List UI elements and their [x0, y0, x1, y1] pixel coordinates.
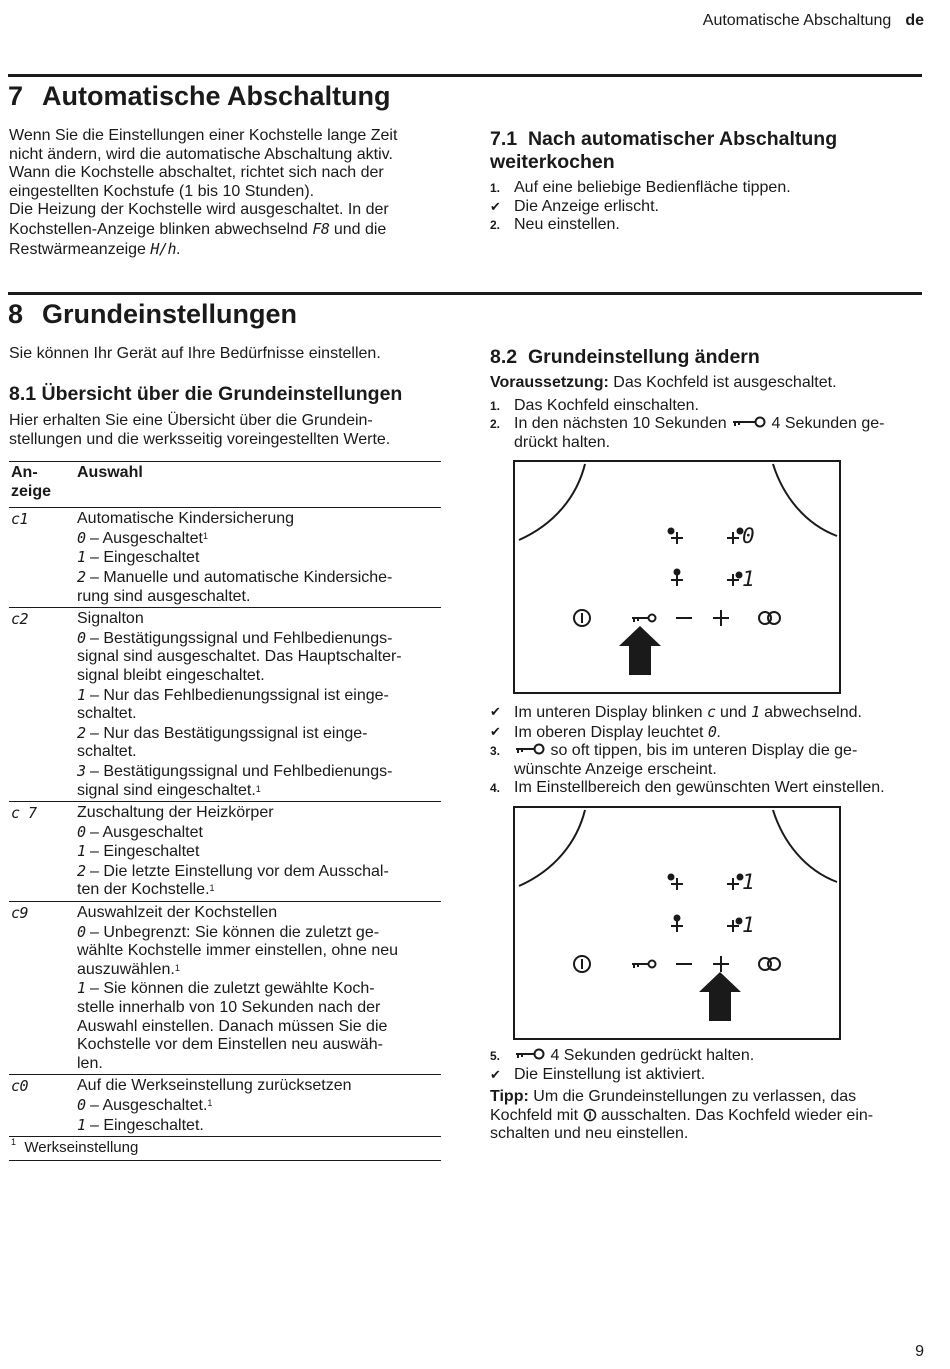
header-title: Automatische Abschaltung — [702, 12, 892, 29]
step — [490, 415, 930, 452]
step — [490, 216, 920, 235]
value-code: 1 — [77, 1115, 86, 1134]
selection-line — [77, 1055, 441, 1074]
selection-line — [77, 979, 441, 999]
footnote-ref: 1 — [209, 883, 215, 894]
header-text: An- — [11, 464, 38, 481]
subsection-number: 8.2 — [490, 346, 518, 368]
text: und die — [333, 220, 387, 238]
intro-line: Hier erhalten Sie eine Übersicht über die Grundein- — [9, 412, 373, 429]
section-7-heading — [8, 81, 391, 112]
steps-list — [490, 703, 930, 798]
step — [490, 179, 920, 198]
lower-display-digit: 1 — [742, 567, 755, 591]
selection-text: – Nur das Fehlbedienungssignal ist einge- — [89, 686, 389, 704]
section-8-heading — [8, 299, 297, 330]
step-text: Im unteren Display blinken — [514, 704, 703, 721]
display-code-cell — [9, 802, 75, 902]
settings-table-wrapper — [9, 461, 441, 1161]
display-code-cell — [9, 508, 75, 608]
subsection-8-1-heading — [9, 383, 402, 406]
key-lock-icon — [731, 415, 767, 429]
subsection-8-1-intro — [9, 412, 390, 449]
value-code: 3 — [77, 761, 86, 780]
selection-text: wählte Kochstelle immer einstellen, ohne neu — [77, 942, 399, 960]
footnote-mark: 1 — [11, 1137, 17, 1148]
step-text: und — [719, 704, 747, 721]
display-code: c9 — [11, 904, 29, 923]
subsection-title: Nach automatischer Abschaltung — [527, 128, 838, 150]
selection-line — [77, 1036, 441, 1055]
key-lock-icon — [514, 1047, 546, 1061]
step-text: drückt halten. — [514, 433, 611, 451]
selection-line — [77, 1096, 441, 1116]
settings-table — [9, 461, 441, 1136]
body-line: eingestellten Kochstufe (1 bis 10 Stunden). — [9, 182, 315, 200]
selection-text: rung sind ausgeschaltet. — [77, 587, 251, 605]
upper-display-digit: 0 — [742, 524, 755, 548]
selection-line — [77, 568, 441, 588]
selection-line — [77, 1116, 441, 1136]
steps-list — [490, 179, 920, 235]
selection-text: – Ausgeschaltet. — [89, 1097, 208, 1114]
section-8-intro: Sie können Ihr Gerät auf Ihre Bedürfnisse einstellen. — [9, 345, 381, 362]
selection-cell — [75, 608, 441, 802]
value-code: 1 — [77, 842, 86, 861]
step-marker: 4. — [490, 781, 501, 796]
prerequisite-label: Voraussetzung: — [490, 374, 609, 391]
selection-text: – Die letzte Einstellung vor dem Ausschal- — [89, 862, 389, 880]
step-text: so oft tippen, bis im unteren Display die ge- — [550, 742, 858, 760]
section-7-rule — [8, 74, 922, 77]
key-lock-icon — [514, 742, 546, 756]
subsection-title: Grundeinstellung ändern — [527, 346, 760, 368]
selection-line — [77, 1077, 441, 1096]
step-result — [490, 198, 920, 217]
value-code: 0 — [77, 528, 86, 547]
selection-text: – Manuelle und automatische Kindersiche- — [89, 568, 393, 586]
display-code-cell — [9, 902, 75, 1075]
selection-text: – Unbegrenzt: Sie können die zuletzt ge- — [89, 923, 380, 941]
lower-display-digit: 1 — [742, 913, 755, 937]
value-code: 2 — [77, 723, 86, 742]
display-code: 0 — [707, 722, 717, 741]
table-row — [9, 1075, 441, 1136]
selection-line — [77, 588, 441, 607]
selection-line — [77, 529, 441, 549]
table-footnote — [9, 1137, 441, 1161]
tip-text: Kochfeld mit — [490, 1106, 579, 1124]
table-row — [9, 902, 441, 1075]
selection-text: ten der Kochstelle. — [77, 881, 210, 899]
step-text: Die Anzeige erlischt. — [514, 197, 659, 215]
display-code: 1 — [751, 703, 760, 721]
selection-text: – Bestätigungssignal und Fehlbedienungs- — [89, 629, 393, 647]
selection-cell — [75, 1075, 441, 1136]
prerequisite — [490, 374, 930, 393]
step-marker: 1. — [490, 398, 501, 413]
selection-cell — [75, 802, 441, 902]
value-code: 0 — [77, 822, 86, 841]
value-code: 0 — [77, 922, 86, 941]
steps-list — [490, 397, 930, 453]
prerequisite-text: Das Kochfeld ist ausgeschaltet. — [613, 374, 837, 391]
step-text: Im oberen Display leuchtet — [514, 723, 704, 741]
display-code: c1 — [11, 510, 29, 529]
selection-line — [77, 942, 441, 961]
selection-line — [77, 923, 441, 943]
step-result — [490, 1066, 930, 1085]
step-text: 4 Sekunden ge- — [771, 415, 885, 433]
section-8-rule — [8, 292, 922, 295]
text: Kochstellen-Anzeige blinken abwechselnd — [9, 220, 308, 238]
selection-line — [77, 904, 441, 923]
step-marker: 1. — [490, 181, 501, 195]
step-text: abwechselnd. — [764, 704, 862, 721]
selection-line — [77, 686, 441, 706]
table-header-row — [9, 462, 441, 508]
selection-text: signal bleibt eingeschaltet. — [77, 666, 265, 684]
step-marker: 2. — [490, 218, 501, 233]
subsection-title-cont: weiterkochen — [490, 151, 615, 173]
step-text: Im Einstellbereich den gewünschten Wert einstellen. — [514, 779, 885, 797]
step-text: In den nächsten 10 Sekunden — [514, 415, 727, 433]
subsection-number: 7.1 — [490, 128, 518, 150]
step-result — [490, 703, 930, 723]
section-title: Automatische Abschaltung — [42, 81, 391, 111]
tip-line: schalten und neu einstellen. — [490, 1125, 689, 1143]
step-marker: 2. — [490, 417, 501, 432]
selection-text: – Eingeschaltet — [89, 549, 200, 567]
value-code: 1 — [77, 548, 86, 567]
body-line: Die Heizung der Kochstelle wird ausgeschaltet. In der — [9, 201, 389, 219]
subsection-8-2 — [490, 346, 930, 452]
tip-line — [490, 1107, 930, 1126]
selection-text: Zuschaltung der Heizkörper — [77, 804, 274, 822]
selection-text: – Ausgeschaltet — [89, 823, 203, 841]
section-number: 8 — [8, 299, 24, 329]
step-marker: 5. — [490, 1049, 501, 1063]
tip-box — [490, 1088, 930, 1144]
section-title: Grundeinstellungen — [42, 299, 298, 329]
footnote-ref: 1 — [202, 530, 208, 541]
selection-text: auszuwählen. — [77, 960, 175, 978]
footnote-text: Werkseinstellung — [24, 1139, 139, 1157]
selection-text: Signalton — [77, 610, 144, 628]
header-text: zeige — [11, 482, 52, 500]
selection-line — [77, 1018, 441, 1037]
selection-line — [77, 548, 441, 568]
display-code: c2 — [11, 610, 29, 629]
display-code-cell — [9, 1075, 75, 1136]
subsection-title: Übersicht über die Grundeinstellungen — [41, 383, 403, 405]
selection-line — [77, 743, 441, 762]
steps-list — [490, 1047, 930, 1084]
step-text: Auf eine beliebige Bedienfläche tippen. — [514, 179, 791, 196]
selection-text: schaltet. — [77, 705, 137, 723]
subsection-7-1 — [490, 128, 920, 235]
step-result — [490, 723, 930, 743]
value-code: 2 — [77, 567, 86, 586]
step-marker: 3. — [490, 744, 501, 759]
text: Restwärmeanzeige — [9, 240, 146, 258]
footnote-ref: 1 — [207, 1098, 213, 1108]
display-code-cell — [9, 608, 75, 802]
selection-cell — [75, 508, 441, 608]
body-line: Wenn Sie die Einstellungen einer Kochstelle lange Zeit — [9, 127, 398, 144]
selection-line — [77, 862, 441, 882]
footnote-ref: 1 — [255, 783, 261, 794]
table-row — [9, 802, 441, 902]
selection-line — [77, 823, 441, 843]
display-code: c 7 — [11, 804, 37, 823]
check-icon: ✔ — [490, 1066, 501, 1082]
step — [490, 1047, 930, 1066]
subsection-number: 8.1 — [9, 383, 37, 405]
selection-text: Kochstelle vor dem Einstellen neu auswäh- — [77, 1036, 383, 1054]
section-7-body — [9, 127, 459, 259]
selection-text: len. — [77, 1054, 103, 1072]
selection-line — [77, 762, 441, 782]
selection-line — [77, 629, 441, 649]
selection-text: – Eingeschaltet. — [89, 1116, 204, 1134]
selection-line — [77, 667, 441, 686]
check-icon: ✔ — [490, 723, 501, 739]
step — [490, 779, 930, 798]
power-icon — [583, 1108, 597, 1122]
selection-line — [77, 842, 441, 862]
value-code: 2 — [77, 861, 86, 880]
value-code: 1 — [77, 979, 86, 998]
control-panel-graphic — [515, 808, 843, 1042]
selection-text: Automatische Kindersicherung — [77, 510, 295, 528]
selection-text: signal sind eingeschaltet. — [77, 781, 256, 799]
display-code: H/h — [150, 239, 176, 258]
display-code: F8 — [312, 219, 330, 238]
selection-text: – Nur das Bestätigungssignal ist einge- — [89, 724, 368, 742]
selection-line — [77, 804, 441, 823]
selection-text: schaltet. — [77, 743, 137, 761]
selection-line — [77, 782, 441, 801]
selection-line — [77, 610, 441, 629]
step — [490, 742, 930, 779]
cooktop-panel-illustration-2 — [513, 806, 841, 1040]
selection-text: – Bestätigungssignal und Fehlbedienungs- — [89, 762, 393, 780]
value-code: 0 — [77, 628, 86, 647]
final-steps — [490, 1047, 930, 1144]
tip-text: Um die Grundeinstellungen zu verlassen, das — [533, 1088, 857, 1106]
subsection-7-1-heading — [490, 128, 920, 174]
tip-text: ausschalten. Das Kochfeld wieder ein- — [600, 1106, 874, 1124]
table-body — [9, 508, 441, 1137]
step-text: . — [716, 723, 721, 741]
tip-label: Tipp: — [490, 1088, 529, 1106]
step-text: wünschte Anzeige erscheint. — [514, 760, 717, 778]
step — [490, 397, 930, 416]
subsection-8-2-heading — [490, 346, 930, 369]
running-header — [703, 12, 924, 30]
selection-text: stelle innerhalb von 10 Sekunden nach der — [77, 999, 381, 1017]
table-row — [9, 608, 441, 802]
selection-line — [77, 961, 441, 980]
table-row — [9, 508, 441, 608]
section-number: 7 — [8, 81, 24, 111]
step-text: Neu einstellen. — [514, 216, 620, 234]
step-text: Das Kochfeld einschalten. — [514, 396, 699, 414]
body-line: nicht ändern, wird die automatische Abschaltung aktiv. — [9, 145, 393, 163]
intro-line: stellungen und die werksseitig voreingestellten Werte. — [9, 430, 391, 448]
selection-line — [77, 999, 441, 1018]
selection-text: – Sie können die zuletzt gewählte Koch- — [89, 980, 375, 998]
check-icon: ✔ — [490, 704, 501, 719]
tip-line — [490, 1088, 930, 1107]
selection-text: signal sind ausgeschaltet. Das Hauptschalter- — [77, 648, 402, 666]
body-line — [9, 220, 459, 240]
page-number: 9 — [915, 1343, 924, 1360]
value-code: 1 — [77, 685, 86, 704]
selection-line — [77, 705, 441, 724]
control-panel-graphic — [515, 462, 843, 696]
upper-display-digit: 1 — [742, 870, 755, 894]
step-text: 4 Sekunden gedrückt halten. — [550, 1047, 755, 1064]
selection-text: – Eingeschaltet — [89, 843, 200, 861]
header-language: de — [905, 12, 924, 29]
text: . — [176, 240, 181, 258]
value-code: 0 — [77, 1096, 86, 1114]
footnote-ref: 1 — [174, 962, 180, 973]
selection-cell — [75, 902, 441, 1075]
body-line — [9, 240, 459, 260]
column-header-selection: Auswahl — [77, 464, 143, 481]
selection-text: Auswahl einstellen. Danach müssen Sie die — [77, 1017, 388, 1035]
body-line: Wann die Kochstelle abschaltet, richtet sich nach der — [9, 164, 384, 182]
selection-text: Auswahlzeit der Kochstellen — [77, 904, 278, 922]
column-header-display — [9, 462, 75, 508]
steps-between-panels — [490, 703, 930, 798]
step-text: Die Einstellung ist aktiviert. — [514, 1065, 706, 1083]
cooktop-panel-illustration-1 — [513, 460, 841, 694]
selection-line — [77, 510, 441, 529]
display-code: c0 — [11, 1077, 29, 1096]
selection-line — [77, 881, 441, 900]
selection-line — [77, 724, 441, 744]
selection-text: Auf die Werkseinstellung zurücksetzen — [77, 1077, 352, 1095]
selection-line — [77, 648, 441, 667]
check-icon: ✔ — [490, 198, 501, 214]
display-code: c — [707, 703, 716, 721]
selection-text: – Ausgeschaltet — [89, 529, 203, 547]
